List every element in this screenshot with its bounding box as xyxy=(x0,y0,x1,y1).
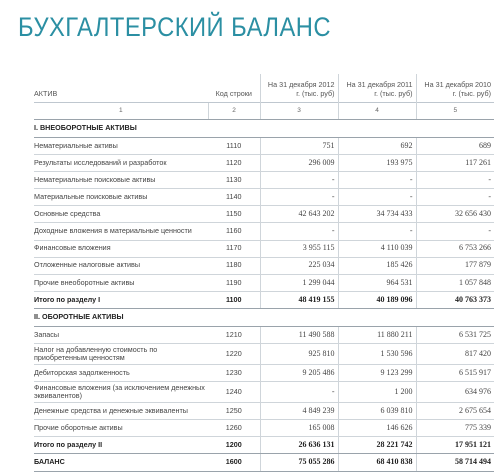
row-code: 1130 xyxy=(208,172,260,189)
table-row xyxy=(34,138,494,155)
value-2011: 40 189 096 xyxy=(338,291,416,308)
value-2012: 3 955 115 xyxy=(260,240,338,257)
row-name: Доходные вложения в материальные ценности xyxy=(34,223,208,240)
value-2011: 964 531 xyxy=(338,274,416,291)
table-row xyxy=(34,155,494,172)
header-2011: На 31 декабря 2011 г. (тыс. руб) xyxy=(338,74,416,103)
value-2010: - xyxy=(416,189,494,206)
column-number-row xyxy=(34,103,494,120)
value-2012: 165 008 xyxy=(260,420,338,437)
row-code: 1100 xyxy=(208,291,260,308)
balance-sheet-table xyxy=(34,74,494,472)
value-2011: 6 039 810 xyxy=(338,403,416,420)
value-2010: 817 420 xyxy=(416,344,494,365)
value-2011: 1 200 xyxy=(338,382,416,403)
row-name: Итого по разделу I xyxy=(34,291,208,308)
section-title: I. ВНЕОБОРОТНЫЕ АКТИВЫ xyxy=(34,120,494,138)
header-asset: АКТИВ xyxy=(34,88,58,98)
row-name: Нематериальные поисковые активы xyxy=(34,172,208,189)
value-2012: - xyxy=(260,382,338,403)
table-row xyxy=(34,420,494,437)
value-2010: 17 951 121 xyxy=(416,437,494,454)
row-name: Нематериальные активы xyxy=(34,138,208,155)
row-code: 1180 xyxy=(208,257,260,274)
table-row xyxy=(34,274,494,291)
row-code: 1200 xyxy=(208,437,260,454)
value-2010: 689 xyxy=(416,138,494,155)
row-name: Отложенные налоговые активы xyxy=(34,257,208,274)
row-name: БАЛАНС xyxy=(34,454,208,471)
row-code: 1210 xyxy=(208,326,260,343)
row-code: 1120 xyxy=(208,155,260,172)
header-2012: На 31 декабря 2012 г. (тыс. руб) xyxy=(260,74,338,103)
value-2011: - xyxy=(338,223,416,240)
table-row xyxy=(34,240,494,257)
value-2011: 28 221 742 xyxy=(338,437,416,454)
value-2012: - xyxy=(260,223,338,240)
value-2010: 775 339 xyxy=(416,420,494,437)
row-code: 1160 xyxy=(208,223,260,240)
row-name: Итого по разделу II xyxy=(34,437,208,454)
total-row xyxy=(34,437,494,454)
total-row xyxy=(34,454,494,471)
value-2012: 225 034 xyxy=(260,257,338,274)
row-code: 1140 xyxy=(208,189,260,206)
row-code: 1110 xyxy=(208,138,260,155)
value-2010: 40 763 373 xyxy=(416,291,494,308)
value-2010: 2 675 654 xyxy=(416,403,494,420)
table-row xyxy=(34,326,494,343)
value-2011: 4 110 039 xyxy=(338,240,416,257)
value-2010: 6 515 917 xyxy=(416,365,494,382)
value-2012: 925 810 xyxy=(260,344,338,365)
value-2010: 177 879 xyxy=(416,257,494,274)
row-code: 1240 xyxy=(208,382,260,403)
table-row xyxy=(34,365,494,382)
row-name: Финансовые вложения xyxy=(34,240,208,257)
value-2010: 6 753 266 xyxy=(416,240,494,257)
value-2010: 32 656 430 xyxy=(416,206,494,223)
value-2010: - xyxy=(416,223,494,240)
value-2011: - xyxy=(338,189,416,206)
value-2012: 751 xyxy=(260,138,338,155)
column-number: 3 xyxy=(260,103,338,120)
value-2010: 634 976 xyxy=(416,382,494,403)
section-heading xyxy=(34,308,494,326)
value-2011: 193 975 xyxy=(338,155,416,172)
row-name: Основные средства xyxy=(34,206,208,223)
table-row xyxy=(34,382,494,403)
row-code: 1150 xyxy=(208,206,260,223)
value-2011: 68 410 838 xyxy=(338,454,416,471)
value-2011: 692 xyxy=(338,138,416,155)
value-2011: 9 123 299 xyxy=(338,365,416,382)
table-row xyxy=(34,189,494,206)
row-name: Прочие внеоборотные активы xyxy=(34,274,208,291)
value-2012: - xyxy=(260,189,338,206)
value-2010: 1 057 848 xyxy=(416,274,494,291)
column-number: 2 xyxy=(208,103,260,120)
value-2012: 296 009 xyxy=(260,155,338,172)
row-code: 1230 xyxy=(208,365,260,382)
section-heading xyxy=(34,120,494,138)
value-2010: 58 714 494 xyxy=(416,454,494,471)
row-name: Налог на добавленную стоимость по приобретенным ценностям xyxy=(34,344,208,365)
value-2012: 4 849 239 xyxy=(260,403,338,420)
table-row xyxy=(34,206,494,223)
column-number: 4 xyxy=(338,103,416,120)
table-row xyxy=(34,344,494,365)
row-code: 1170 xyxy=(208,240,260,257)
total-row xyxy=(34,291,494,308)
row-code: 1190 xyxy=(208,274,260,291)
table-header-row xyxy=(34,74,494,103)
value-2012: 11 490 588 xyxy=(260,326,338,343)
value-2011: - xyxy=(338,172,416,189)
section-title: II. ОБОРОТНЫЕ АКТИВЫ xyxy=(34,308,494,326)
value-2012: 75 055 286 xyxy=(260,454,338,471)
row-name: Результаты исследований и разработок xyxy=(34,155,208,172)
value-2011: 11 880 211 xyxy=(338,326,416,343)
value-2012: 9 205 486 xyxy=(260,365,338,382)
value-2011: 34 734 433 xyxy=(338,206,416,223)
value-2012: 42 643 202 xyxy=(260,206,338,223)
value-2012: - xyxy=(260,172,338,189)
row-name: Материальные поисковые активы xyxy=(34,189,208,206)
row-code: 1260 xyxy=(208,420,260,437)
value-2010: 117 261 xyxy=(416,155,494,172)
table-row xyxy=(34,223,494,240)
value-2010: - xyxy=(416,172,494,189)
column-number: 1 xyxy=(34,103,208,120)
table-row xyxy=(34,403,494,420)
page-title: БУХГАЛТЕРСКИЙ БАЛАНС xyxy=(18,12,331,42)
table-row xyxy=(34,257,494,274)
value-2011: 146 626 xyxy=(338,420,416,437)
header-2010: На 31 декабря 2010 г. (тыс. руб) xyxy=(416,74,494,103)
section2-body xyxy=(34,326,494,471)
section1-body xyxy=(34,138,494,309)
column-number: 5 xyxy=(416,103,494,120)
row-code: 1600 xyxy=(208,454,260,471)
row-name: Прочие оборотные активы xyxy=(34,420,208,437)
value-2012: 26 636 131 xyxy=(260,437,338,454)
value-2011: 185 426 xyxy=(338,257,416,274)
header-code: Код строки xyxy=(215,88,252,98)
row-name: Запасы xyxy=(34,326,208,343)
row-code: 1220 xyxy=(208,344,260,365)
value-2011: 1 530 596 xyxy=(338,344,416,365)
table-row xyxy=(34,172,494,189)
row-name: Денежные средства и денежные эквиваленты xyxy=(34,403,208,420)
row-name: Дебиторская задолженность xyxy=(34,365,208,382)
row-code: 1250 xyxy=(208,403,260,420)
value-2010: 6 531 725 xyxy=(416,326,494,343)
row-name: Финансовые вложения (за исключением денежных эквивалентов) xyxy=(34,382,208,403)
value-2012: 1 299 044 xyxy=(260,274,338,291)
value-2012: 48 419 155 xyxy=(260,291,338,308)
